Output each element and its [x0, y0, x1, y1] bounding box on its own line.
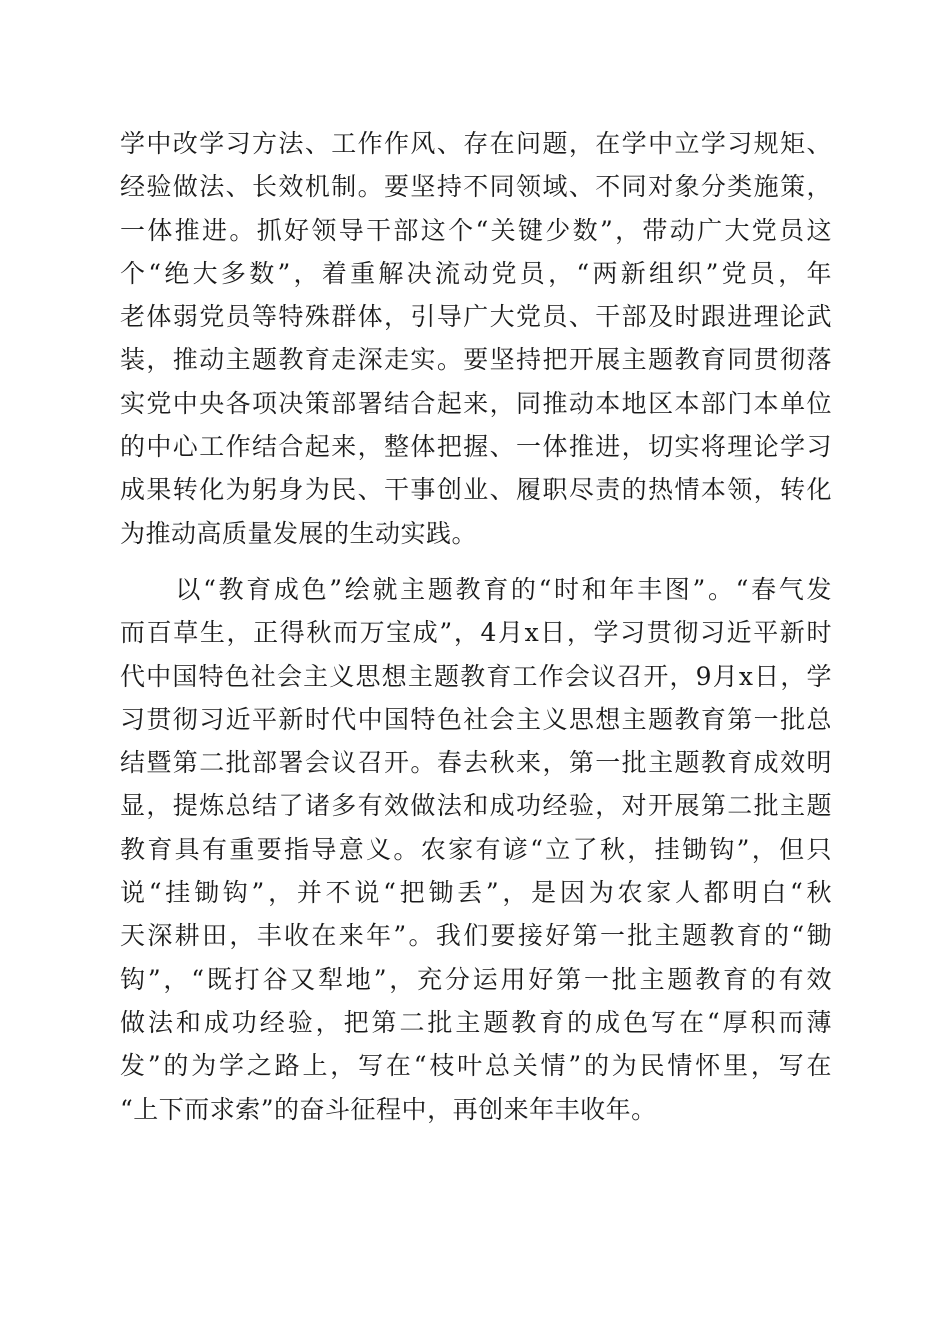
paragraph-line: 成果转化为躬身为民、干事创业、履职尽责的热情本领，转化	[120, 475, 832, 505]
paragraph-line: 做法和成功经验，把第二批主题教育的成色写在“厚积而薄	[120, 1007, 832, 1037]
paragraph-line: 的中心工作结合起来，整体把握、一体推进，切实将理论学习	[120, 432, 832, 462]
paragraph-line: 说“挂锄钩”，并不说“把锄丢”，是因为农家人都明白“秋	[120, 878, 832, 908]
paragraph-1	[120, 122, 832, 555]
paragraph-line: 经验做法、长效机制。要坚持不同领域、不同对象分类施策，	[120, 172, 832, 202]
paragraph-line: 以“教育成色”绘就主题教育的“时和年丰图”。“春气发	[120, 575, 832, 604]
paragraph-line: 一体推进。抓好领导干部这个“关键少数”，带动广大党员这	[120, 215, 832, 245]
paragraph-line: 天深耕田，丰收在来年”。我们要接好第一批主题教育的“锄	[120, 921, 832, 951]
paragraph-2	[120, 568, 832, 1131]
paragraph-line: 实党中央各项决策部署结合起来，同推动本地区本部门本单位	[120, 388, 832, 418]
paragraph-last-line: “上下而求索”的奋斗征程中，再创来年丰收年。	[120, 1094, 657, 1124]
paragraph-last-line: 为推动高质量发展的生动实践。	[120, 518, 478, 548]
paragraph-line: 代中国特色社会主义思想主题教育工作会议召开，9月x日，学	[120, 661, 832, 691]
paragraph-line: 个“绝大多数”，着重解决流动党员，“两新组织”党员，年	[120, 258, 832, 288]
paragraph-line: 钩”，“既打谷又犁地”，充分运用好第一批主题教育的有效	[120, 964, 832, 994]
paragraph-line: 教育具有重要指导意义。农家有谚“立了秋，挂锄钩”，但只	[120, 834, 832, 864]
paragraph-line: 显，提炼总结了诸多有效做法和成功经验，对开展第二批主题	[120, 791, 832, 821]
paragraph-line: 老体弱党员等特殊群体，引导广大党员、干部及时跟进理论武	[120, 302, 832, 332]
paragraph-line: 发”的为学之路上，写在“枝叶总关情”的为民情怀里，写在	[120, 1051, 832, 1081]
paragraph-line: 结暨第二批部署会议召开。春去秋来，第一批主题教育成效明	[120, 748, 832, 778]
paragraph-line: 装，推动主题教育走深走实。要坚持把开展主题教育同贯彻落	[120, 345, 832, 375]
paragraph-line: 习贯彻习近平新时代中国特色社会主义思想主题教育第一批总	[120, 704, 832, 734]
paragraph-line: 而百草生，正得秋而万宝成”，4月x日，学习贯彻习近平新时	[120, 618, 832, 648]
paragraph-line: 学中改学习方法、工作作风、存在问题，在学中立学习规矩、	[120, 129, 832, 158]
